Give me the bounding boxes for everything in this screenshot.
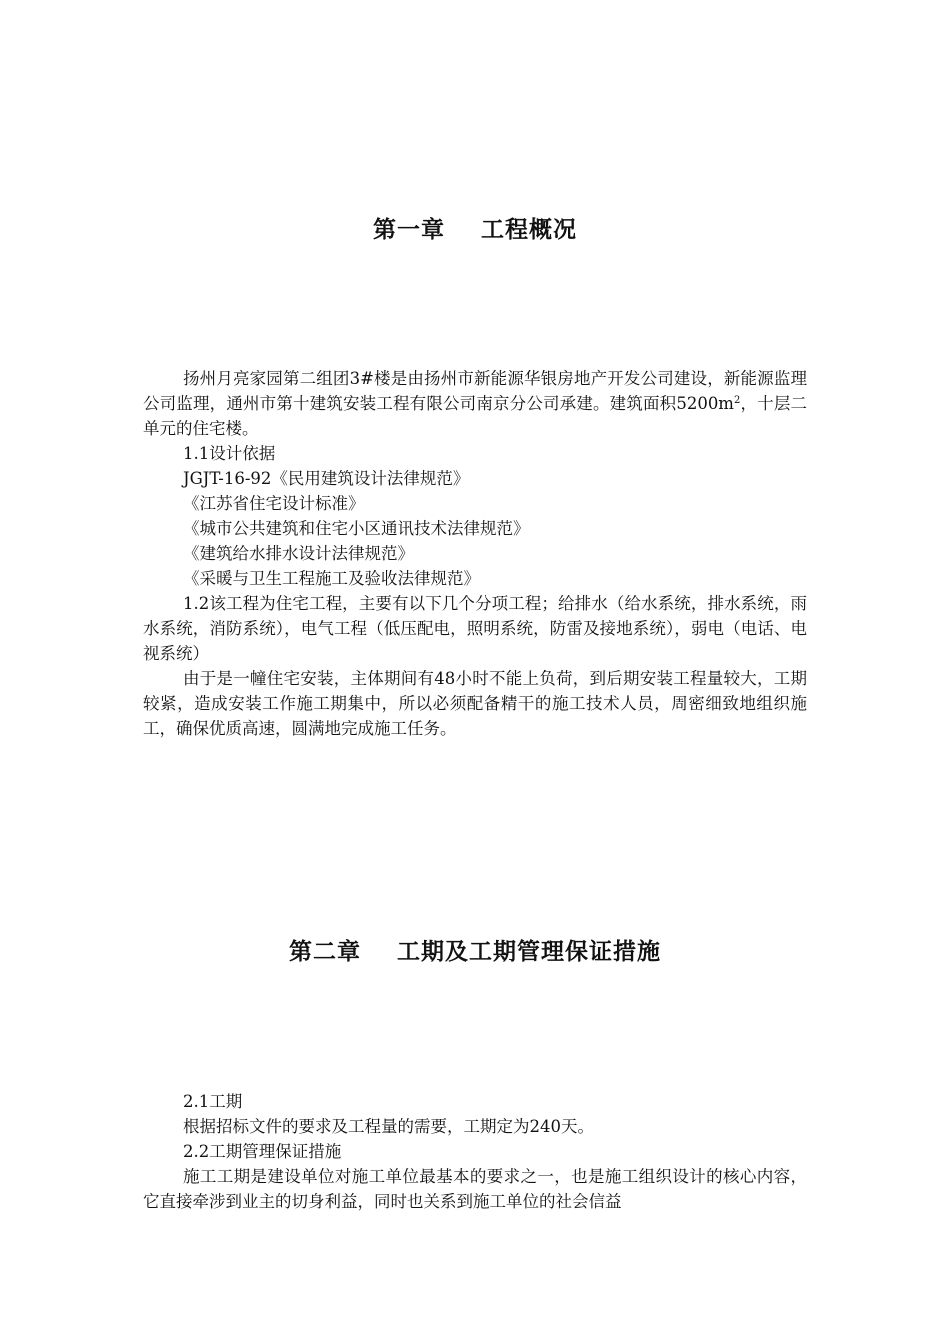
section-2-2-text: 施工工期是建设单位对施工单位最基本的要求之一，也是施工组织设计的核心内容，它直接牵涉到业主的切身利益，同时也关系到施工单位的社会信益 bbox=[143, 1167, 807, 1211]
project-intro-paragraph: 扬州月亮家园第二组团3#楼是由扬州市新能源华银房地产开发公司建设，新能源监理公司监理，通州市第十建筑安装工程有限公司南京分公司承建。建筑面积$5200m^2$，十层二单元的住宅楼。 bbox=[143, 369, 808, 438]
chapter-2-body bbox=[143, 1089, 807, 1214]
chapter-1-title: 第一章 工程概况 bbox=[372, 217, 578, 243]
section-1-1-heading: 1.1设计依据 bbox=[183, 444, 276, 463]
reference-item: JGJT-16-92《民用建筑设计法律规范》 bbox=[183, 469, 470, 488]
reference-item: 《江苏省住宅设计标准》 bbox=[183, 494, 365, 513]
reference-item: 《建筑给水排水设计法律规范》 bbox=[183, 544, 414, 563]
section-2-1-heading: 2.1工期 bbox=[183, 1092, 243, 1111]
chapter-1-body bbox=[143, 366, 807, 741]
superscript-2: 2 bbox=[733, 395, 741, 406]
chapter-2-title: 第二章 工期及工期管理保证措施 bbox=[288, 939, 662, 965]
section-2-2-heading: 2.2工期管理保证措施 bbox=[183, 1142, 342, 1161]
reference-item: 《采暖与卫生工程施工及验收法律规范》 bbox=[183, 569, 480, 588]
section-1-2-paragraph: 1.2该工程为住宅工程，主要有以下几个分项工程；给排水（给水系统，排水系统，雨水系统，消防系统），电气工程（低压配电，照明系统，防雷及接地系统），弱电（电话、电视系统） bbox=[143, 594, 807, 663]
reference-item: 《城市公共建筑和住宅小区通讯技术法律规范》 bbox=[183, 519, 530, 538]
closing-paragraph: 由于是一幢住宅安装，主体期间有48小时不能上负荷，到后期安装工程量较大，工期较紧，造成安装工作施工期集中，所以必须配备精干的施工技术人员，周密细致地组织施工，确保优质高速，圆满地完成施工任务。 bbox=[143, 669, 807, 738]
section-2-1-text: 根据招标文件的要求及工程量的需要，工期定为240天。 bbox=[183, 1117, 594, 1136]
